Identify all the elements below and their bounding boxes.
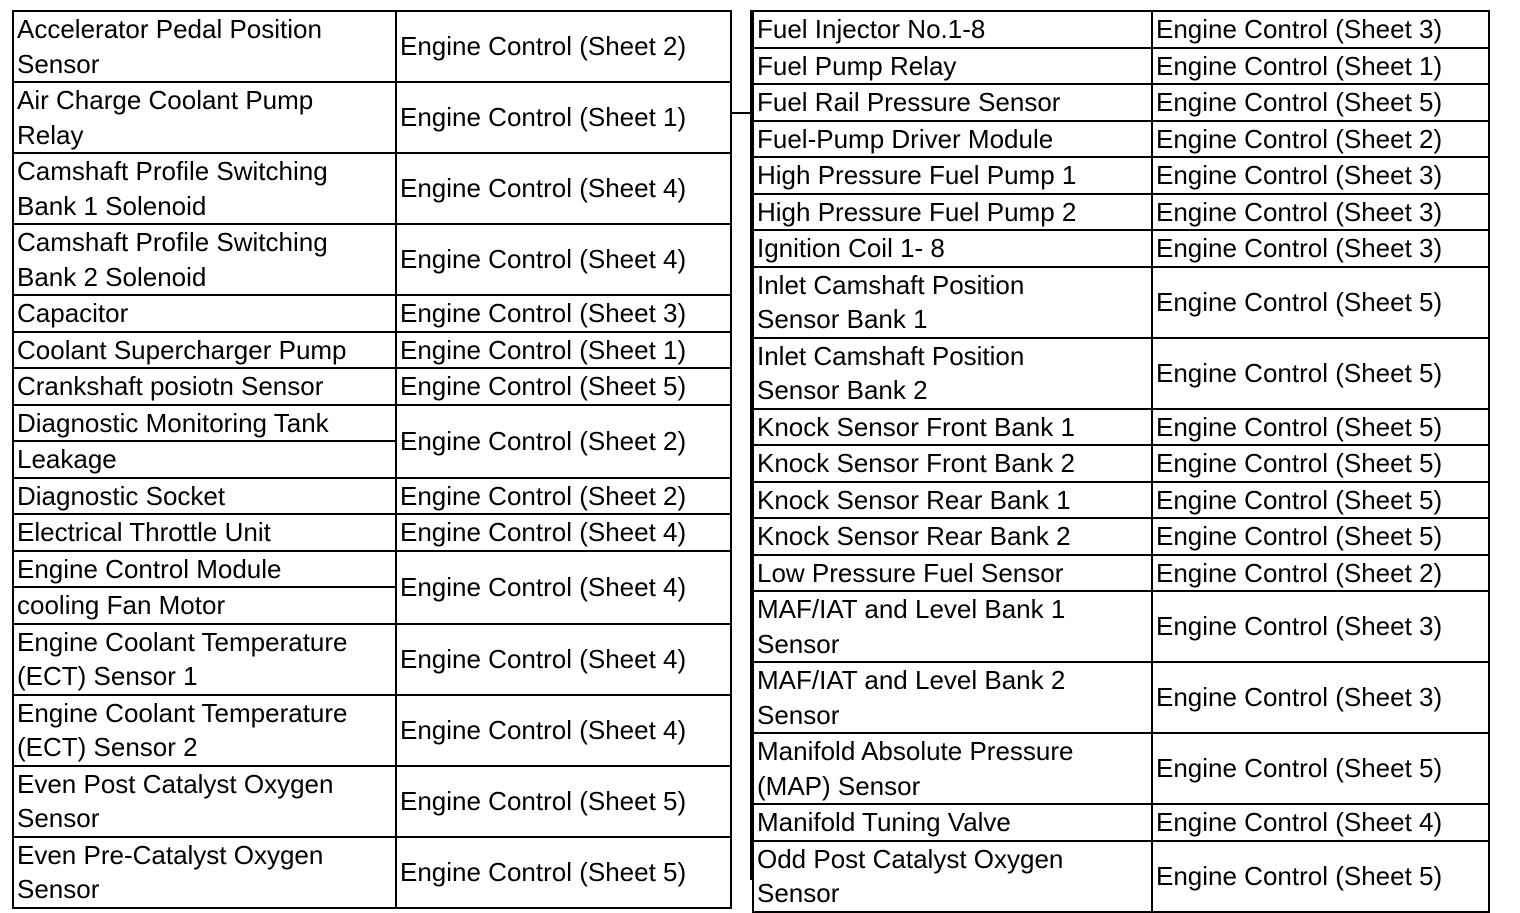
component-name-line: Capacitor — [17, 298, 129, 328]
component-name-line: Diagnostic Socket — [17, 480, 226, 511]
component-name-line: Electrical Throttle Unit — [17, 517, 271, 547]
location-cell: Engine Control (Sheet 3) — [1152, 662, 1489, 733]
table-row — [753, 338, 1489, 409]
component-name-line: Ignition Coil 1- 8 — [757, 233, 945, 263]
table-row — [753, 555, 1489, 592]
location-cell: Engine Control (Sheet 4) — [396, 153, 731, 224]
location-cell: Engine Control (Sheet 5) — [1152, 518, 1489, 555]
location-cell: Engine Control (Sheet 2) — [396, 478, 731, 515]
component-name — [753, 48, 1152, 85]
component-name-line: Manifold Tuning Valve — [757, 807, 1011, 837]
component-name-line: Inlet Camshaft Position — [757, 269, 1025, 300]
component-name-line: Low Pressure Fuel Sensor — [757, 557, 1064, 588]
location-cell: Engine Control (Sheet 3) — [1152, 230, 1489, 267]
component-name — [753, 194, 1152, 231]
location-cell: Engine Control (Sheet 1) — [1152, 48, 1489, 85]
table-row — [13, 153, 731, 224]
component-name-line: Even Pre-Catalyst Oxygen — [17, 839, 324, 870]
location-cell: Engine Control (Sheet 2) — [1152, 121, 1489, 158]
table-row — [753, 482, 1489, 519]
table-row — [753, 591, 1489, 662]
location-cell: Engine Control (Sheet 5) — [1152, 338, 1489, 409]
component-name-line: MAF/IAT and Level Bank 1 — [757, 594, 1066, 624]
table-row — [13, 11, 731, 82]
component-name-line: Engine Coolant Temperature — [17, 697, 348, 728]
table-row — [753, 84, 1489, 121]
component-name-line: Knock Sensor Rear Bank 2 — [757, 521, 1071, 551]
component-name-line: Relay — [17, 119, 84, 150]
component-name-line: Sensor — [757, 699, 840, 730]
component-name-line: (MAP) Sensor — [757, 770, 921, 801]
component-name — [13, 624, 396, 695]
gutter-tick — [730, 112, 752, 114]
left-table-body — [13, 11, 731, 908]
location-cell: Engine Control (Sheet 1) — [396, 82, 731, 153]
component-name-line: Camshaft Profile Switching — [17, 156, 328, 186]
component-name: Engine Control Module — [13, 551, 396, 588]
component-name-line: Knock Sensor Front Bank 1 — [757, 411, 1075, 442]
component-name-line: Manifold Absolute Pressure — [757, 736, 1074, 766]
component-name-line: Fuel Injector No.1-8 — [757, 14, 986, 44]
table-row — [13, 551, 731, 588]
component-name — [753, 482, 1152, 519]
table-row — [13, 368, 731, 405]
table-row — [753, 841, 1489, 912]
component-name — [13, 766, 396, 837]
table-row — [753, 157, 1489, 194]
component-name-line: Bank 1 Solenoid — [17, 190, 207, 221]
component-name — [753, 121, 1152, 158]
location-cell: Engine Control (Sheet 2) — [1152, 555, 1489, 592]
component-name — [753, 11, 1152, 48]
location-cell: Engine Control (Sheet 5) — [396, 766, 731, 837]
table-row — [13, 766, 731, 837]
component-name-line: Knock Sensor Front Bank 2 — [757, 448, 1075, 478]
gutter-left-border — [730, 10, 732, 880]
component-name — [13, 153, 396, 224]
table-row — [753, 121, 1489, 158]
location-cell: Engine Control (Sheet 4) — [396, 224, 731, 295]
location-cell: Engine Control (Sheet 4) — [396, 695, 731, 766]
component-name: Diagnostic Monitoring Tank — [13, 405, 396, 442]
component-name-line: Odd Post Catalyst Oxygen — [757, 843, 1064, 874]
table-row — [753, 733, 1489, 804]
location-cell: Engine Control (Sheet 5) — [1152, 409, 1489, 446]
location-cell: Engine Control (Sheet 5) — [396, 837, 731, 908]
component-name-line: Sensor — [17, 803, 100, 833]
location-cell: Engine Control (Sheet 3) — [1152, 11, 1489, 48]
component-name — [753, 338, 1152, 409]
location-cell: Engine Control (Sheet 1) — [396, 332, 731, 369]
location-cell: Engine Control (Sheet 4) — [396, 624, 731, 695]
location-cell: Engine Control (Sheet 5) — [396, 368, 731, 405]
component-name-line: High Pressure Fuel Pump 1 — [757, 160, 1077, 190]
component-name: cooling Fan Motor — [13, 587, 396, 624]
table-row — [753, 267, 1489, 338]
component-name-line: High Pressure Fuel Pump 2 — [757, 196, 1077, 227]
component-name-line: Even Post Catalyst Oxygen — [17, 768, 334, 799]
component-name — [13, 11, 396, 82]
location-cell: Engine Control (Sheet 5) — [1152, 267, 1489, 338]
location-cell: Engine Control (Sheet 3) — [396, 295, 731, 332]
component-name-line: Fuel Pump Relay — [757, 50, 957, 81]
right-table-body — [753, 11, 1489, 912]
table-row — [753, 445, 1489, 482]
component-name — [13, 332, 396, 369]
component-name — [13, 224, 396, 295]
component-name-line: Sensor — [757, 878, 840, 908]
component-name — [13, 82, 396, 153]
table-row — [13, 624, 731, 695]
component-name-line: Sensor — [757, 628, 840, 659]
table-row — [13, 695, 731, 766]
component-name-line: Bank 2 Solenoid — [17, 261, 207, 292]
component-name — [753, 84, 1152, 121]
table-row — [753, 230, 1489, 267]
component-name — [753, 267, 1152, 338]
table-row — [13, 478, 731, 515]
component-name — [753, 733, 1152, 804]
location-cell: Engine Control (Sheet 3) — [1152, 157, 1489, 194]
component-name — [753, 662, 1152, 733]
location-cell: Engine Control (Sheet 5) — [1152, 841, 1489, 912]
component-name-line: Sensor — [17, 48, 100, 79]
table-row — [13, 295, 731, 332]
table-row — [753, 662, 1489, 733]
table-row — [753, 804, 1489, 841]
component-name — [753, 445, 1152, 482]
table-row — [13, 224, 731, 295]
location-cell: Engine Control (Sheet 2) — [396, 11, 731, 82]
component-name-line: Fuel-Pump Driver Module — [757, 123, 1054, 154]
location-cell: Engine Control (Sheet 3) — [1152, 591, 1489, 662]
component-name — [753, 555, 1152, 592]
component-name — [13, 514, 396, 551]
location-cell: Engine Control (Sheet 5) — [1152, 445, 1489, 482]
component-name-line: Sensor Bank 2 — [757, 375, 928, 405]
right-component-table — [752, 10, 1490, 913]
table-row — [13, 405, 731, 442]
table-row — [13, 82, 731, 153]
component-name — [13, 478, 396, 515]
table-row — [753, 48, 1489, 85]
component-name-line: Accelerator Pedal Position — [17, 14, 322, 44]
component-name — [753, 804, 1152, 841]
component-name-line: Sensor — [17, 874, 100, 904]
component-name — [13, 695, 396, 766]
location-cell: Engine Control (Sheet 2) — [396, 405, 731, 478]
component-name-line: Engine Coolant Temperature — [17, 626, 348, 657]
component-name-line: Sensor Bank 1 — [757, 304, 928, 334]
component-name — [13, 295, 396, 332]
component-name-line: (ECT) Sensor 1 — [17, 661, 198, 691]
location-cell: Engine Control (Sheet 4) — [1152, 804, 1489, 841]
component-name — [753, 157, 1152, 194]
table-row — [753, 409, 1489, 446]
table-row — [753, 194, 1489, 231]
table-row — [753, 11, 1489, 48]
component-name-line: Coolant Supercharger Pump — [17, 334, 347, 365]
component-name-line: Inlet Camshaft Position — [757, 340, 1025, 371]
component-name — [753, 230, 1152, 267]
component-name-line: MAF/IAT and Level Bank 2 — [757, 665, 1066, 695]
location-cell: Engine Control (Sheet 3) — [1152, 194, 1489, 231]
component-name-line: (ECT) Sensor 2 — [17, 732, 198, 762]
table-row — [13, 514, 731, 551]
table-row — [13, 332, 731, 369]
component-name — [13, 837, 396, 908]
location-cell: Engine Control (Sheet 4) — [396, 514, 731, 551]
component-name — [13, 368, 396, 405]
location-cell: Engine Control (Sheet 5) — [1152, 482, 1489, 519]
component-name: Leakage — [13, 441, 396, 478]
left-component-table — [12, 10, 732, 909]
component-name — [753, 409, 1152, 446]
table-row — [753, 518, 1489, 555]
component-name-line: Crankshaft posiotn Sensor — [17, 371, 324, 401]
component-name — [753, 841, 1152, 912]
component-name — [753, 591, 1152, 662]
location-cell: Engine Control (Sheet 4) — [396, 551, 731, 624]
table-row — [13, 837, 731, 908]
location-cell: Engine Control (Sheet 5) — [1152, 733, 1489, 804]
component-name — [753, 518, 1152, 555]
component-name-line: Fuel Rail Pressure Sensor — [757, 87, 1061, 117]
component-name-line: Camshaft Profile Switching — [17, 227, 328, 257]
component-name-line: Knock Sensor Rear Bank 1 — [757, 484, 1071, 515]
component-name-line: Air Charge Coolant Pump — [17, 85, 314, 115]
location-cell: Engine Control (Sheet 5) — [1152, 84, 1489, 121]
